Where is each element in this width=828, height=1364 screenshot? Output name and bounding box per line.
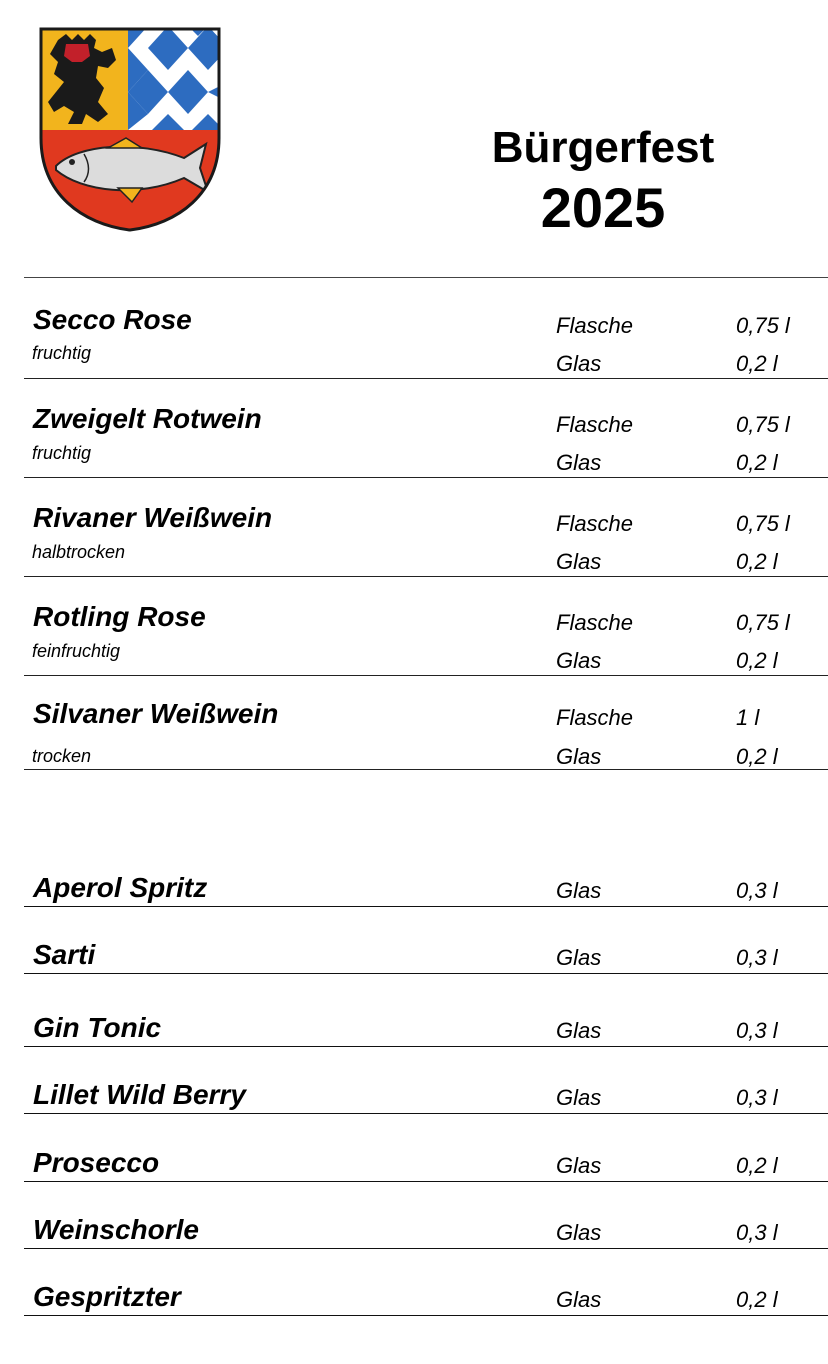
bottle-volume: 0,75 l (736, 511, 790, 536)
drink-description: halbtrocken (32, 542, 126, 562)
glass-label: Glas (556, 648, 602, 673)
list-item (24, 1275, 828, 1316)
glass-label: Glas (556, 1153, 602, 1178)
drink-name: Zweigelt Rotwein (33, 403, 262, 434)
drink-name: Secco Rose (33, 304, 192, 335)
drink-name: Aperol Spritz (33, 872, 208, 903)
bottle-volume: 1 l (736, 705, 760, 730)
glass-label: Glas (556, 744, 602, 769)
list-item (24, 1141, 828, 1182)
bottle-volume: 0,75 l (736, 412, 790, 437)
list-item (24, 1006, 828, 1047)
glass-label: Glas (556, 549, 602, 574)
bottle-label: Flasche (556, 412, 634, 437)
drink-name: Rotling Rose (33, 601, 206, 632)
list-item (24, 866, 828, 907)
divider (24, 277, 828, 278)
glass-label: Glas (556, 878, 602, 903)
list-item (24, 933, 828, 974)
drink-name: Prosecco (33, 1147, 160, 1178)
glass-volume: 0,3 l (736, 945, 778, 970)
glass-volume: 0,2 l (736, 351, 778, 376)
drink-name: Silvaner Weißwein (33, 698, 279, 729)
glass-volume: 0,2 l (736, 1287, 778, 1312)
glass-label: Glas (556, 450, 602, 475)
drink-description: feinfruchtig (32, 641, 121, 661)
drink-description: fruchtig (32, 343, 92, 363)
bottle-volume: 0,75 l (736, 313, 790, 338)
list-item (24, 296, 828, 379)
glass-volume: 0,2 l (736, 450, 778, 475)
drink-name: Rivaner Weißwein (33, 502, 273, 533)
drink-name: Gin Tonic (33, 1012, 162, 1043)
glass-volume: 0,3 l (736, 1220, 778, 1245)
bottle-label: Flasche (556, 511, 634, 536)
drink-name: Weinschorle (33, 1214, 199, 1245)
glass-label: Glas (556, 1018, 602, 1043)
page-year: 2025 (540, 176, 666, 239)
list-item (24, 692, 828, 770)
list-item (24, 593, 828, 676)
glass-volume: 0,3 l (736, 878, 778, 903)
drink-name: Gespritzter (33, 1281, 181, 1312)
glass-label: Glas (556, 1220, 602, 1245)
page-title: Bürgerfest (491, 123, 715, 172)
drink-description: trocken (32, 746, 92, 766)
glass-volume: 0,2 l (736, 744, 778, 769)
glass-volume: 0,2 l (736, 1153, 778, 1178)
bottle-label: Flasche (556, 705, 634, 730)
list-item (24, 1208, 828, 1249)
glass-volume: 0,3 l (736, 1085, 778, 1110)
bottle-volume: 0,75 l (736, 610, 790, 635)
glass-volume: 0,2 l (736, 549, 778, 574)
glass-volume: 0,2 l (736, 648, 778, 673)
glass-label: Glas (556, 1085, 602, 1110)
bottle-label: Flasche (556, 313, 634, 338)
coat-of-arms-icon (38, 26, 222, 234)
glass-label: Glas (556, 351, 602, 376)
list-item (24, 1073, 828, 1114)
glass-label: Glas (556, 1287, 602, 1312)
glass-label: Glas (556, 945, 602, 970)
drink-description: fruchtig (32, 443, 92, 463)
drink-name: Sarti (33, 939, 96, 970)
bottle-label: Flasche (556, 610, 634, 635)
drink-name: Lillet Wild Berry (33, 1079, 246, 1110)
list-item (24, 395, 828, 478)
list-item (24, 494, 828, 577)
glass-volume: 0,3 l (736, 1018, 778, 1043)
